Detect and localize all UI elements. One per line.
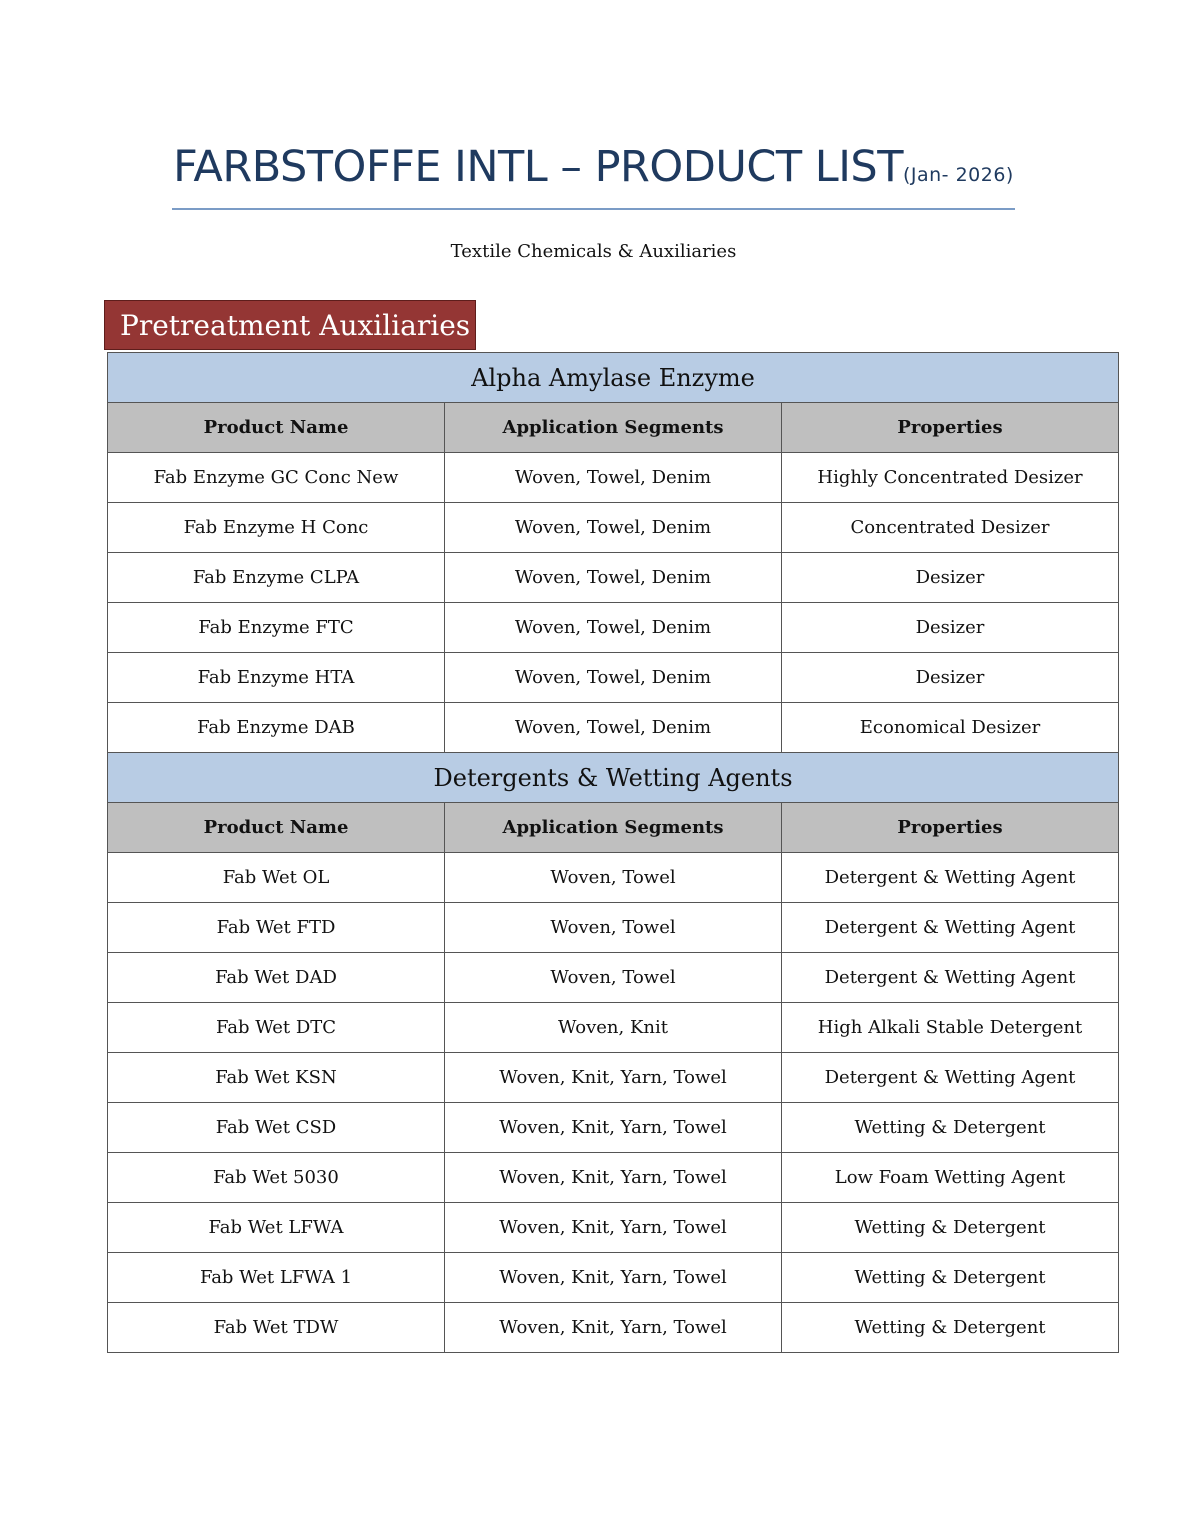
section-heading: Pretreatment Auxiliaries bbox=[104, 300, 476, 350]
product-name-cell: Fab Wet DAD bbox=[108, 953, 445, 1003]
properties-cell: Concentrated Desizer bbox=[782, 503, 1119, 553]
product-name-cell: Fab Wet LFWA bbox=[108, 1203, 445, 1253]
page-title bbox=[0, 142, 1187, 192]
properties-cell: Highly Concentrated Desizer bbox=[782, 453, 1119, 503]
product-name-cell: Fab Wet LFWA 1 bbox=[108, 1253, 445, 1303]
product-name-cell: Fab Wet KSN bbox=[108, 1053, 445, 1103]
table-row bbox=[108, 653, 1119, 703]
table-row bbox=[108, 853, 1119, 903]
table-row bbox=[108, 1003, 1119, 1053]
application-segments-cell: Woven, Knit, Yarn, Towel bbox=[445, 1153, 782, 1203]
properties-cell: Desizer bbox=[782, 603, 1119, 653]
page-title-date: (Jan- 2026) bbox=[902, 164, 1014, 186]
properties-cell: Desizer bbox=[782, 553, 1119, 603]
page-title-text: FARBSTOFFE INTL – PRODUCT LIST bbox=[173, 142, 903, 192]
group-header-row bbox=[108, 353, 1119, 403]
application-segments-cell: Woven, Towel bbox=[445, 903, 782, 953]
product-name-cell: Fab Wet CSD bbox=[108, 1103, 445, 1153]
product-name-cell: Fab Enzyme FTC bbox=[108, 603, 445, 653]
page-subtitle: Textile Chemicals & Auxiliaries bbox=[450, 241, 737, 262]
column-header-application-segments: Application Segments bbox=[445, 403, 782, 453]
column-header-product-name: Product Name bbox=[108, 803, 445, 853]
table-row bbox=[108, 453, 1119, 503]
application-segments-cell: Woven, Towel bbox=[445, 953, 782, 1003]
properties-cell: Detergent & Wetting Agent bbox=[782, 953, 1119, 1003]
product-name-cell: Fab Wet 5030 bbox=[108, 1153, 445, 1203]
column-header-properties: Properties bbox=[782, 803, 1119, 853]
properties-cell: High Alkali Stable Detergent bbox=[782, 1003, 1119, 1053]
product-table bbox=[107, 352, 1119, 1353]
table-row bbox=[108, 703, 1119, 753]
product-name-cell: Fab Wet TDW bbox=[108, 1303, 445, 1353]
table-row bbox=[108, 503, 1119, 553]
column-header-application-segments: Application Segments bbox=[445, 803, 782, 853]
table-row bbox=[108, 1303, 1119, 1353]
table-row bbox=[108, 1153, 1119, 1203]
properties-cell: Wetting & Detergent bbox=[782, 1253, 1119, 1303]
application-segments-cell: Woven, Knit, Yarn, Towel bbox=[445, 1303, 782, 1353]
properties-cell: Detergent & Wetting Agent bbox=[782, 1053, 1119, 1103]
group-title: Alpha Amylase Enzyme bbox=[108, 353, 1119, 403]
application-segments-cell: Woven, Towel, Denim bbox=[445, 453, 782, 503]
application-segments-cell: Woven, Towel, Denim bbox=[445, 603, 782, 653]
properties-cell: Economical Desizer bbox=[782, 703, 1119, 753]
table-row bbox=[108, 603, 1119, 653]
application-segments-cell: Woven, Knit, Yarn, Towel bbox=[445, 1203, 782, 1253]
product-name-cell: Fab Wet OL bbox=[108, 853, 445, 903]
table-row bbox=[108, 953, 1119, 1003]
product-name-cell: Fab Wet FTD bbox=[108, 903, 445, 953]
properties-cell: Detergent & Wetting Agent bbox=[782, 903, 1119, 953]
table-row bbox=[108, 1103, 1119, 1153]
column-header-row bbox=[108, 803, 1119, 853]
application-segments-cell: Woven, Knit bbox=[445, 1003, 782, 1053]
column-header-properties: Properties bbox=[782, 403, 1119, 453]
application-segments-cell: Woven, Knit, Yarn, Towel bbox=[445, 1103, 782, 1153]
properties-cell: Desizer bbox=[782, 653, 1119, 703]
product-name-cell: Fab Enzyme H Conc bbox=[108, 503, 445, 553]
table-row bbox=[108, 903, 1119, 953]
application-segments-cell: Woven, Towel bbox=[445, 853, 782, 903]
group-header-row bbox=[108, 753, 1119, 803]
product-name-cell: Fab Enzyme DAB bbox=[108, 703, 445, 753]
application-segments-cell: Woven, Towel, Denim bbox=[445, 503, 782, 553]
application-segments-cell: Woven, Towel, Denim bbox=[445, 653, 782, 703]
properties-cell: Detergent & Wetting Agent bbox=[782, 853, 1119, 903]
properties-cell: Low Foam Wetting Agent bbox=[782, 1153, 1119, 1203]
table-row bbox=[108, 553, 1119, 603]
application-segments-cell: Woven, Knit, Yarn, Towel bbox=[445, 1253, 782, 1303]
product-name-cell: Fab Wet DTC bbox=[108, 1003, 445, 1053]
table-row bbox=[108, 1203, 1119, 1253]
column-header-row bbox=[108, 403, 1119, 453]
application-segments-cell: Woven, Towel, Denim bbox=[445, 553, 782, 603]
group-title: Detergents & Wetting Agents bbox=[108, 753, 1119, 803]
title-divider bbox=[172, 208, 1015, 210]
application-segments-cell: Woven, Towel, Denim bbox=[445, 703, 782, 753]
properties-cell: Wetting & Detergent bbox=[782, 1103, 1119, 1153]
product-name-cell: Fab Enzyme GC Conc New bbox=[108, 453, 445, 503]
table-row bbox=[108, 1053, 1119, 1103]
properties-cell: Wetting & Detergent bbox=[782, 1203, 1119, 1253]
product-name-cell: Fab Enzyme CLPA bbox=[108, 553, 445, 603]
application-segments-cell: Woven, Knit, Yarn, Towel bbox=[445, 1053, 782, 1103]
column-header-product-name: Product Name bbox=[108, 403, 445, 453]
product-name-cell: Fab Enzyme HTA bbox=[108, 653, 445, 703]
table-row bbox=[108, 1253, 1119, 1303]
properties-cell: Wetting & Detergent bbox=[782, 1303, 1119, 1353]
